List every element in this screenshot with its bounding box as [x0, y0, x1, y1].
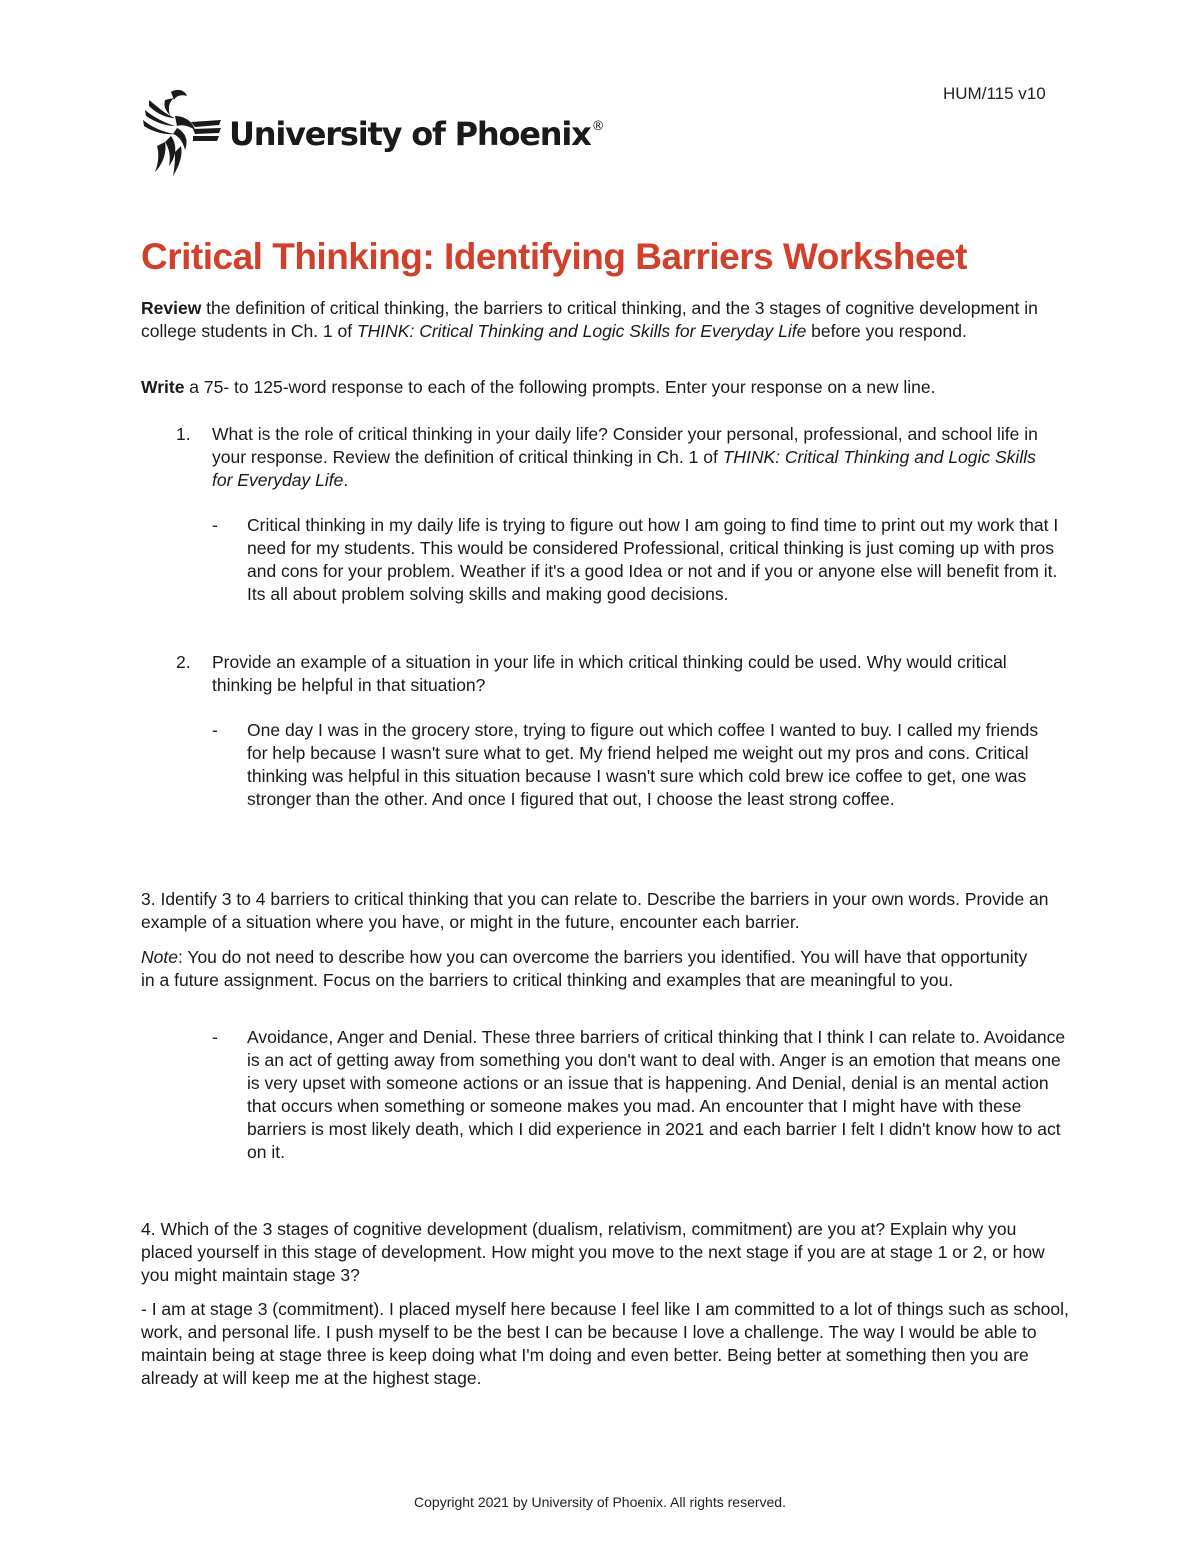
answer-2: One day I was in the grocery store, trying to figure out which coffee I wanted to buy. I called my friends for help because I wasn't sure what to get. My friend helped me weight out my pros and cons. Critical thinking was helpful in this situation because I wasn't sure which cold brew ice coffee to get, one was stronger than the other. And once I figured that out, I choose the least strong coffee.: [247, 720, 1039, 809]
answer-2-dash: -: [212, 720, 218, 740]
copyright-footer: Copyright 2021 by University of Phoenix. All rights reserved.: [414, 1494, 786, 1510]
question-1-prompt: What is the role of critical thinking in your daily life? Consider your personal, professional, and school life in your response. Review the definition of critical thinking in Ch. 1 of THINK: Critical Thinking and Logic Skills for Everyday Life.: [212, 424, 1038, 490]
answer-4: - I am at stage 3 (commitment). I placed myself here because I feel like I am committed to a lot of things such as school, work, and personal life. I push myself to be the best I can be because I love a challenge. The way I would be able to maintain being at stage three is keep doing what I'm doing and even better. Being better at something then you are already at will keep me at the highest stage.: [141, 1299, 1069, 1388]
write-instructions: Write a 75- to 125-word response to each of the following prompts. Enter your response on a new line.: [141, 377, 936, 397]
answer-3: Avoidance, Anger and Denial. These three barriers of critical thinking that I think I can relate to. Avoidance is an act of getting away from something you don't want to deal with. Anger is an emotion that means one is very upset with someone actions or an issue that is happening. And Denial, denial is an mental action that occurs when something or someone makes you mad. An encounter that I might have with these barriers is most likely death, which I did experience in 2021 and each barrier I felt I didn't know how to act on it.: [247, 1027, 1066, 1162]
question-4-prompt: 4. Which of the 3 stages of cognitive development (dualism, relativism, commitment) are you at? Explain why you placed yourself in this stage of development. How might you move to the next stage if you are at stage 1 or 2, or how you might maintain stage 3?: [141, 1219, 1045, 1285]
question-3-note: Note: You do not need to describe how you can overcome the barriers you identified. You will have that opportunity in a future assignment. Focus on the barriers to critical thinking and examples that are meaningful to you.: [141, 947, 1028, 990]
phoenix-bird-icon: [141, 86, 223, 178]
university-name: University of Phoenix®: [229, 115, 604, 153]
question-1-number: 1.: [176, 424, 191, 444]
question-3-prompt: 3. Identify 3 to 4 barriers to critical thinking that you can relate to. Describe the barriers in your own words. Provide an example of a situation where you have, or might in the future, encounter each barrier.: [141, 889, 1049, 932]
university-logo: [141, 86, 603, 178]
question-2-prompt: Provide an example of a situation in your life in which critical thinking could be used. Why would critical thinking be helpful in that situation?: [212, 652, 1007, 695]
answer-1-dash: -: [212, 515, 218, 535]
worksheet-title: Critical Thinking: Identifying Barriers Worksheet: [141, 236, 967, 277]
course-code: HUM/115 v10: [943, 84, 1046, 103]
question-2-number: 2.: [176, 652, 191, 672]
review-instructions: Review the definition of critical thinking, the barriers to critical thinking, and the 3 stages of cognitive development in college students in Ch. 1 of THINK: Critical Thinking and Logic Skills for Everyday Life before you respond.: [141, 298, 1038, 341]
answer-1: Critical thinking in my daily life is trying to figure out how I am going to find time to print out my work that I need for my students. This would be considered Professional, critical thinking is just coming up with pros and cons for your problem. Weather if it's a good Idea or not and if you or anyone else will benefit from it. Its all about problem solving skills and making good decisions.: [247, 515, 1059, 604]
answer-3-dash: -: [212, 1027, 218, 1047]
